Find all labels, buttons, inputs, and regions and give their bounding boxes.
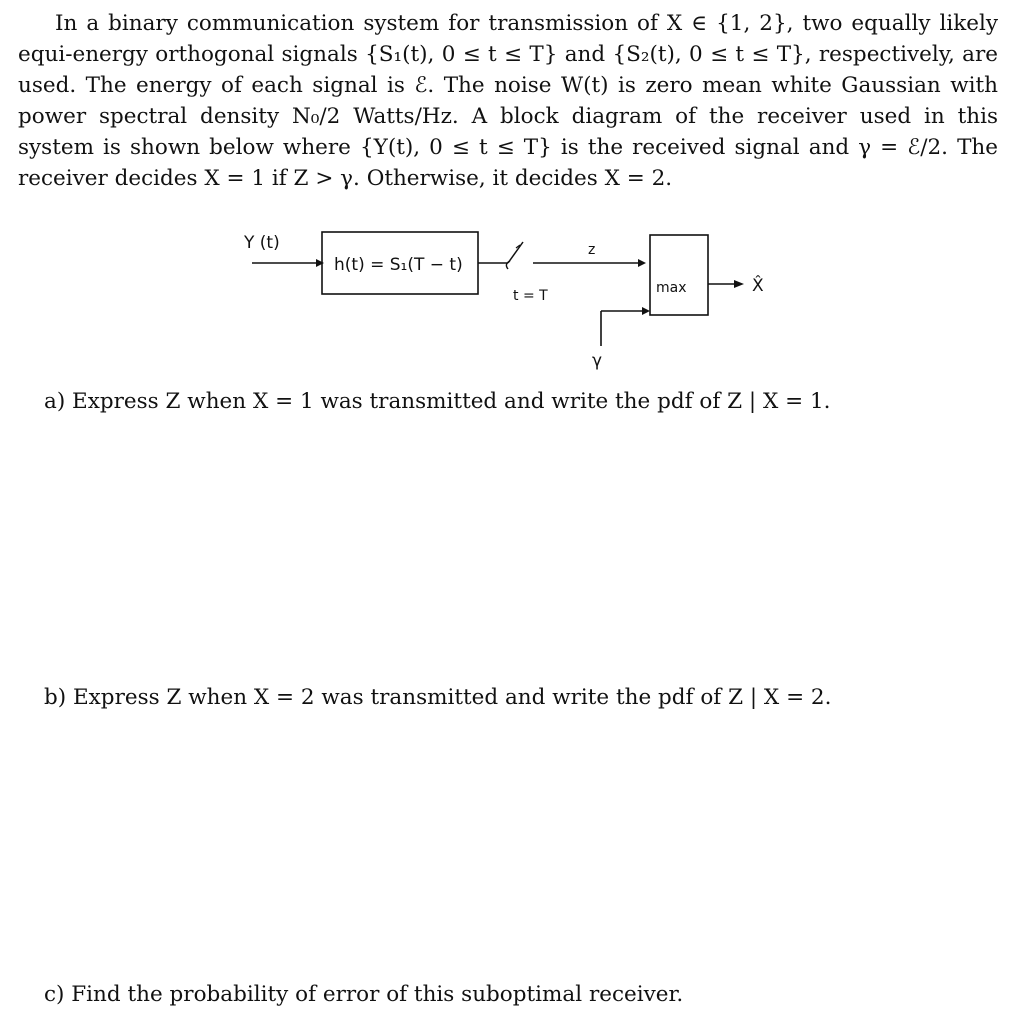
gamma-label: γ — [592, 351, 603, 371]
problem-statement — [18, 8, 998, 194]
question-b: b) Express Z when X = 2 was transmitted and write the pdf of Z | X = 2. — [44, 685, 832, 710]
question-a: a) Express Z when X = 1 was transmitted and write the pdf of Z | X = 1. — [44, 389, 831, 414]
gamma-arrow — [642, 307, 650, 315]
question-c: c) Find the probability of error of this suboptimal receiver. — [44, 982, 684, 1007]
sampler-label: t = T — [513, 288, 548, 304]
input-label: Y (t) — [244, 233, 280, 253]
problem-paragraph: In a binary communication system for transmission of X ∈ {1, 2}, two equally likely equi-energy orthogonal signals {S₁(t), 0 ≤ t ≤ T} and {S₂(t), 0 ≤ t ≤ T}, respectively, are used. The energy of each signal is ℰ. The noise W(t) is zero mean white Gaussian with power spectral density N₀/2 Watts/Hz. A block diagram of the receiver used in this system is shown below where {Y(t), 0 ≤ t ≤ T} is the received signal and γ = ℰ/2. The receiver decides X = 1 if Z > γ. Otherwise, it decides X = 2. — [18, 11, 998, 191]
receiver-block-diagram — [220, 222, 820, 382]
diagram-svg — [220, 222, 820, 382]
output-label: X̂ — [752, 276, 764, 296]
max-box — [650, 235, 708, 315]
z-label: z — [588, 242, 596, 258]
switch-arm — [508, 242, 523, 263]
filter-label: h(t) = S₁(T − t) — [334, 255, 463, 275]
output-arrow — [734, 280, 744, 288]
max-label: max — [656, 280, 687, 296]
z-arrow — [638, 259, 646, 267]
